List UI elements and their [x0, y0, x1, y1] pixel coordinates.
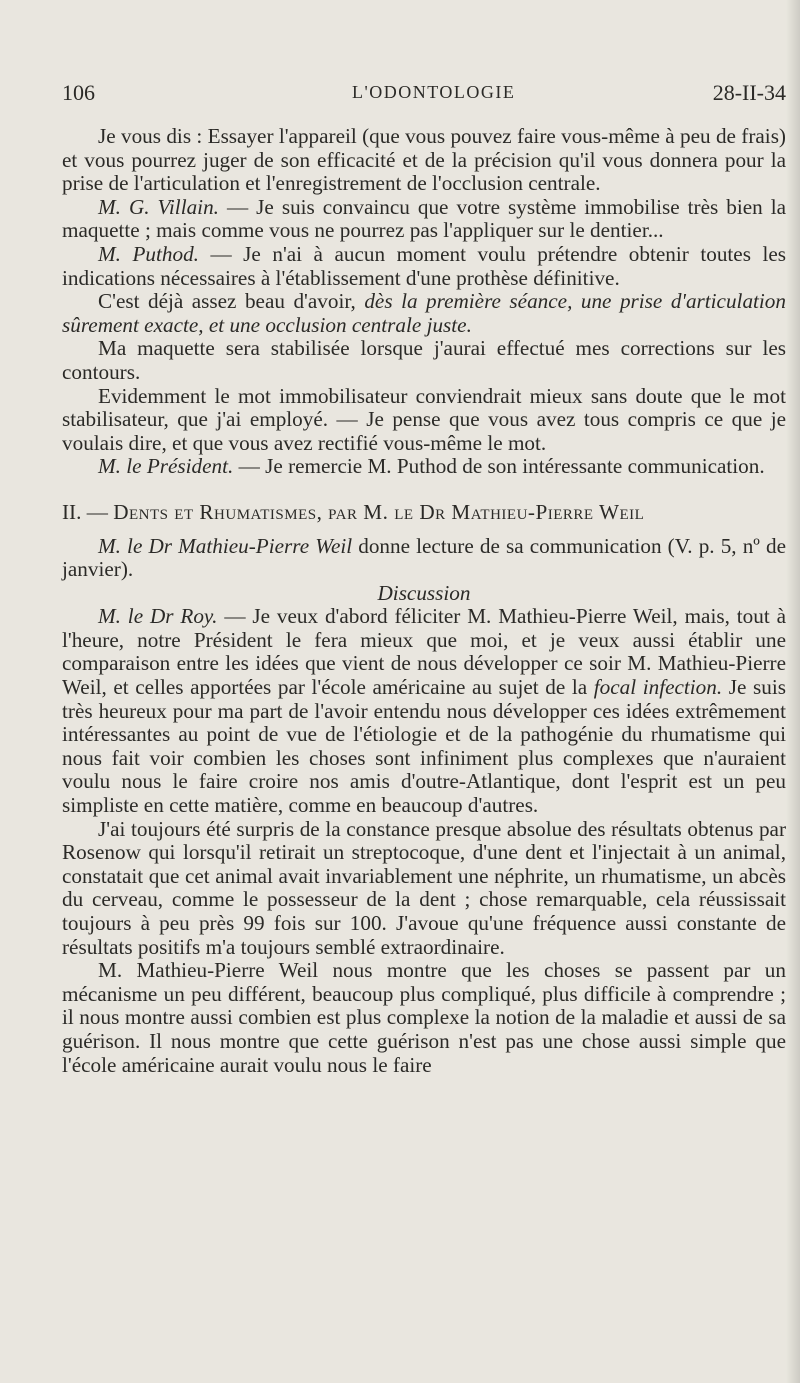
speaker-name: M. G. Villain. — [98, 194, 219, 219]
section-number: II. — — [62, 499, 114, 524]
paragraph — [62, 535, 786, 582]
paragraph — [62, 196, 786, 243]
journal-title: L'ODONTOLOGIE — [352, 82, 516, 102]
speaker-name: M. le Dr Roy. — [98, 604, 218, 629]
speaker-name: M. Puthod. — [98, 241, 199, 266]
body-text — [62, 125, 786, 1077]
emphasized-text: focal infection. — [593, 675, 723, 700]
issue-date: 28-II-34 — [712, 80, 786, 105]
paragraph-text: — Je n'ai à aucun moment voulu prétendre obtenir toutes les indications nécessaires à l'établissement d'une prothèse définitive. — [62, 241, 786, 290]
speaker-name: M. le Président. — [98, 454, 234, 479]
paragraph: M. Mathieu-Pierre Weil nous montre que les choses se passent par un mécanisme un peu différent, beaucoup plus compliqué, plus difficile à comprendre ; il nous montre aussi combien est plus complexe la notion de la maladie et aussi de sa guérison. Il nous montre que cette guérison n'est pas une chose aussi simple que l'école américaine aurait voulu nous le faire — [62, 958, 786, 1077]
paragraph: J'ai toujours été surpris de la constance presque absolue des résultats obtenus par Rosenow qui lorsqu'il retirait un streptocoque, d'une dent et l'injectait à un animal, constatait que cet animal avait invariablement une néphrite, un rhumatisme, un abcès du cerveau, comme le possesseur de la dent ; chose remarquable, cela réussissait toujours à peu près 99 fois sur 100. J'avoue qu'une fréquence aussi constante de résultats positifs m'a toujours semblé extraordinaire. — [62, 816, 786, 959]
paragraph: Evidemment le mot immobilisateur conviendrait mieux sans doute que le mot stabilisateur, que j'ai employé. — Je pense que vous avez tous compris ce que je voulais dire, et que vous avez rectifié vous-même le mot. — [62, 383, 786, 455]
paragraph — [62, 605, 786, 817]
paragraph — [62, 290, 786, 337]
paragraph-text: — Je remercie M. Puthod de son intéressante communication. — [233, 454, 765, 479]
paragraph-text: — Je veux d'abord féliciter M. Mathieu-Pierre Weil, mais, tout à l'heure, notre Président le fera mieux que moi, et je veux aussi établir une comparaison entre les idées que vient de nous développer ce soir M. Mathieu-Pierre Weil, et celles apportées par l'école américaine au sujet de la — [62, 604, 786, 700]
paragraph: Ma maquette sera stabilisée lorsque j'aurai effectué mes corrections sur les contours. — [62, 336, 786, 384]
running-header — [62, 80, 786, 110]
paragraph-text: — Je suis convaincu que votre système immobilise très bien la maquette ; mais comme vous ne pourrez pas l'appliquer sur le dentier... — [62, 194, 786, 243]
page-edge-shadow — [786, 0, 800, 1383]
paragraph — [62, 243, 786, 290]
paragraph-text: C'est déjà assez beau d'avoir, — [98, 289, 365, 314]
paragraph: Je vous dis : Essayer l'appareil (que vous pouvez faire vous-même à peu de frais) et vous pourrez juger de son efficacité et de la précision qu'il vous donnera pour la prise de l'articulation et l'enregistrement de l'occlusion centrale. — [62, 124, 786, 196]
page-number: 106 — [62, 80, 95, 105]
paragraph-text: Je suis très heureux pour ma part de l'avoir entendu nous développer ces idées extrêmement intéressantes au point de vue de l'étiologie et de la pathogénie du rhumatisme qui nous fait voir combien les choses sont infiniment plus complexes que n'auraient voulu nous le faire croire nos amis d'outre-Atlantique, dont l'esprit est un peu simpliste en cette matière, comme en beaucoup d'autres. — [62, 675, 786, 818]
paragraph-text: donne lecture de sa communication (V. p. 5, nº de janvier). — [62, 533, 786, 582]
section-heading — [62, 501, 786, 525]
discussion-heading: Discussion — [377, 580, 471, 605]
section-title: Dents et Rhumatismes, par M. le Dr Mathieu-Pierre Weil — [113, 499, 645, 524]
emphasized-text: dès la première séance, une prise d'articulation sûrement exacte, et une occlusion centrale juste. — [62, 289, 786, 337]
paragraph — [62, 455, 786, 479]
speaker-name: M. le Dr Mathieu-Pierre Weil — [98, 533, 353, 558]
